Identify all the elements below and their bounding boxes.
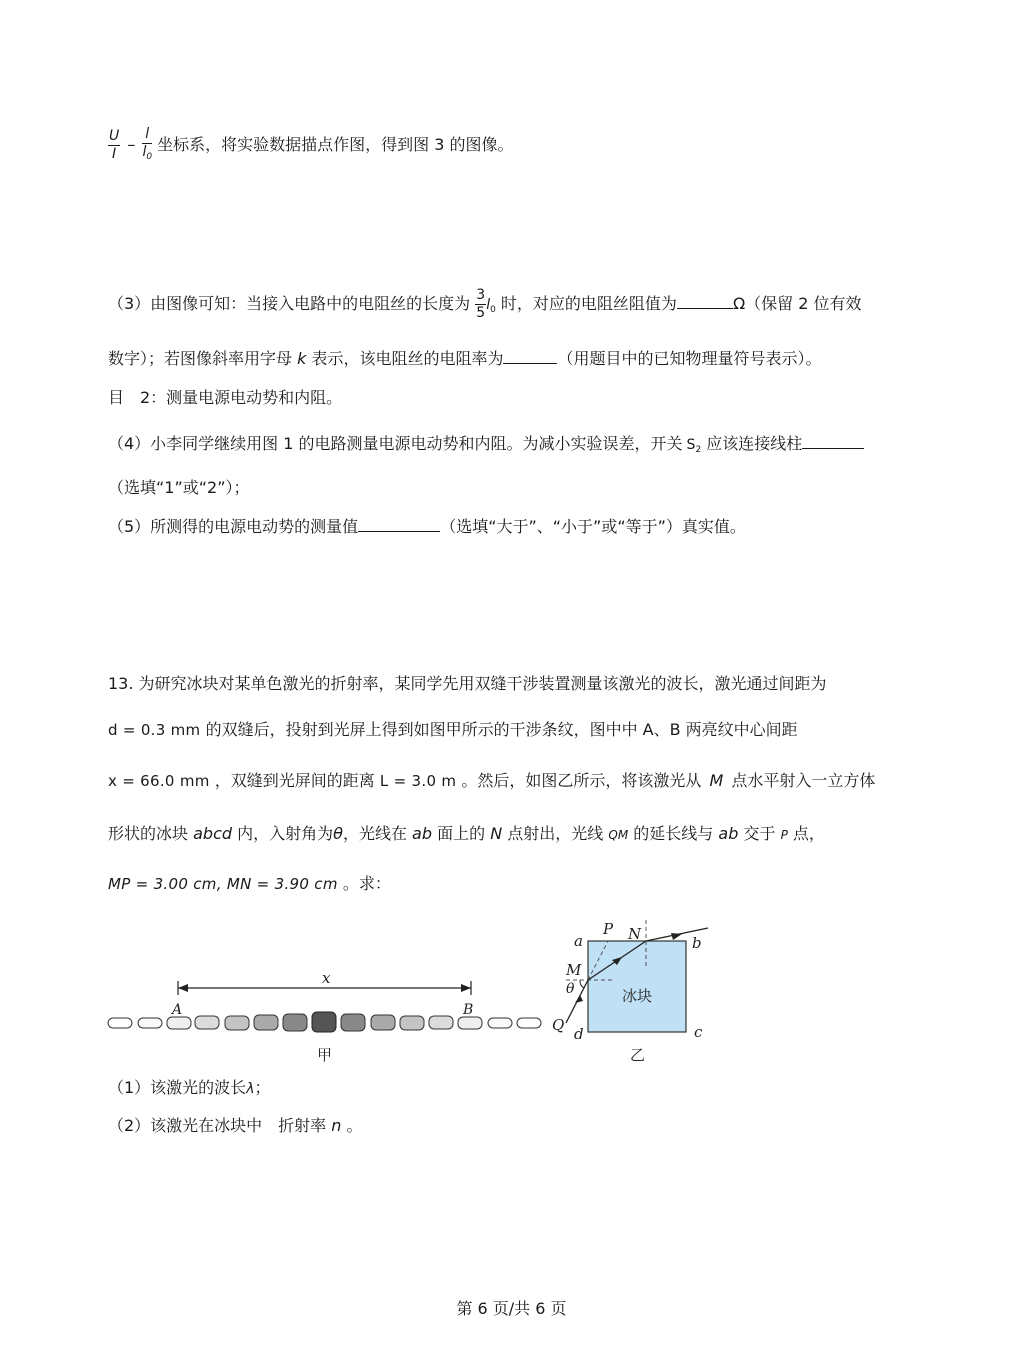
figure-yi-ice-block [540, 915, 730, 1070]
label-a: a [574, 932, 583, 950]
fringe-3 [167, 1017, 191, 1029]
p13-line4: 形状的冰块 abcd 内，入射角为θ，光线在 ab 面上的 N 点射出，光线 QM 的延长线与 ab 交于 P 点， [108, 824, 825, 843]
frac-u-over-i: $\frac{U}{I}$ [109, 128, 120, 162]
p13-line2: d = 0.3 mm 的双缝后，投射到光屏上得到如图甲所示的干涉条纹，图中中 A、B 两亮纹中心间距 [108, 720, 798, 739]
label-Q: Q [552, 1016, 565, 1034]
target2-heading: 目 2：测量电源电动势和内阻。 [108, 388, 343, 407]
fringe-15 [517, 1018, 541, 1028]
answer-blank-resistivity[interactable] [503, 349, 557, 364]
fringe-center [312, 1012, 336, 1032]
frac-l-over-l0: $\frac{l}{l_0}$ [142, 125, 153, 162]
q4-line2: （选填“1”或“2”）； [108, 478, 250, 497]
emergent-arrow [671, 933, 682, 940]
label-b: b [692, 934, 702, 952]
p13-line3: x = 66.0 mm ，双缝到光屏间的距离 L = 3.0 m 。然后，如图乙所示，将该激光从 M 点水平射入一立方体 [108, 771, 876, 790]
label-d: d [574, 1025, 584, 1043]
fringe-11 [400, 1016, 424, 1030]
q5-line: （5）所测得的电源电动势的测量值 （选填“大于”、“小于”或“等于”）真实值。 [108, 517, 746, 536]
label-c: c [694, 1023, 703, 1041]
label-P: P [603, 920, 614, 938]
fringe-6 [254, 1015, 278, 1030]
figure-jia-interference [100, 965, 550, 1070]
caption-jia: 甲 [317, 1046, 333, 1064]
arrow-left [178, 984, 188, 992]
answer-blank-emf[interactable] [358, 517, 440, 532]
frac-3-5: $\frac{3}{5}$ [476, 287, 486, 321]
label-theta: θ [566, 981, 575, 997]
label-ice: 冰块 [622, 987, 653, 1005]
fringe-2 [138, 1018, 162, 1028]
fringe-7 [283, 1014, 307, 1031]
fringe-1 [108, 1018, 132, 1028]
coord-text: 坐标系，将实验数据描点作图，得到图 3 的图像。 [157, 135, 514, 154]
theta-arc [580, 980, 584, 988]
fringe-5 [225, 1016, 249, 1030]
caption-yi: 乙 [630, 1046, 646, 1064]
label-A: A [172, 1002, 183, 1018]
label-x: x [322, 969, 331, 987]
sub-question-1: （1）该激光的波长λ； [108, 1078, 271, 1097]
fringe-9 [341, 1014, 365, 1031]
label-B: B [463, 1002, 474, 1018]
fringe-10 [371, 1015, 395, 1030]
label-N: N [628, 925, 642, 943]
page-footer: 第 6 页/共 6 页 [456, 1299, 567, 1318]
fringe-13 [458, 1017, 482, 1029]
label-M: M [566, 961, 582, 979]
coord-line: $\frac{U}{I}$ – $\frac{l}{l_0}$ 坐标系，将实验数据描点作图，得到图 3 的图像。 [108, 122, 514, 168]
arrow-right [461, 984, 471, 992]
answer-blank-terminal[interactable] [802, 434, 864, 449]
answer-blank-resistance[interactable] [677, 294, 733, 309]
q3-line2: 数字）；若图像斜率用字母 k 表示，该电阻丝的电阻率为 （用题目中的已知物理量符号表示）。 [108, 349, 822, 368]
fringe-4 [195, 1016, 219, 1029]
fringe-12 [429, 1016, 453, 1029]
p13-line1: 13. 为研究冰块对某单色激光的折射率，某同学先用双缝干涉装置测量该激光的波长，激光通过间距为 [108, 674, 827, 693]
sub-question-2: （2）该激光在冰块中 折射率 n 。 [108, 1116, 363, 1135]
fringe-14 [488, 1018, 512, 1028]
p13-line5: MP = 3.00 cm, MN = 3.90 cm 。求： [108, 874, 391, 893]
q3-line1: （3）由图像可知：当接入电路中的电阻丝的长度为 $\frac{3}{5}$ $l_0$ 时，对应的电阻丝阻值为 Ω（保留 2 位有效 [108, 287, 862, 321]
q4-line1: （4）小李同学继续用图 1 的电路测量电源电动势和内阻。为减小实验误差，开关 $S_2$ 应该连接线柱 [108, 433, 864, 461]
